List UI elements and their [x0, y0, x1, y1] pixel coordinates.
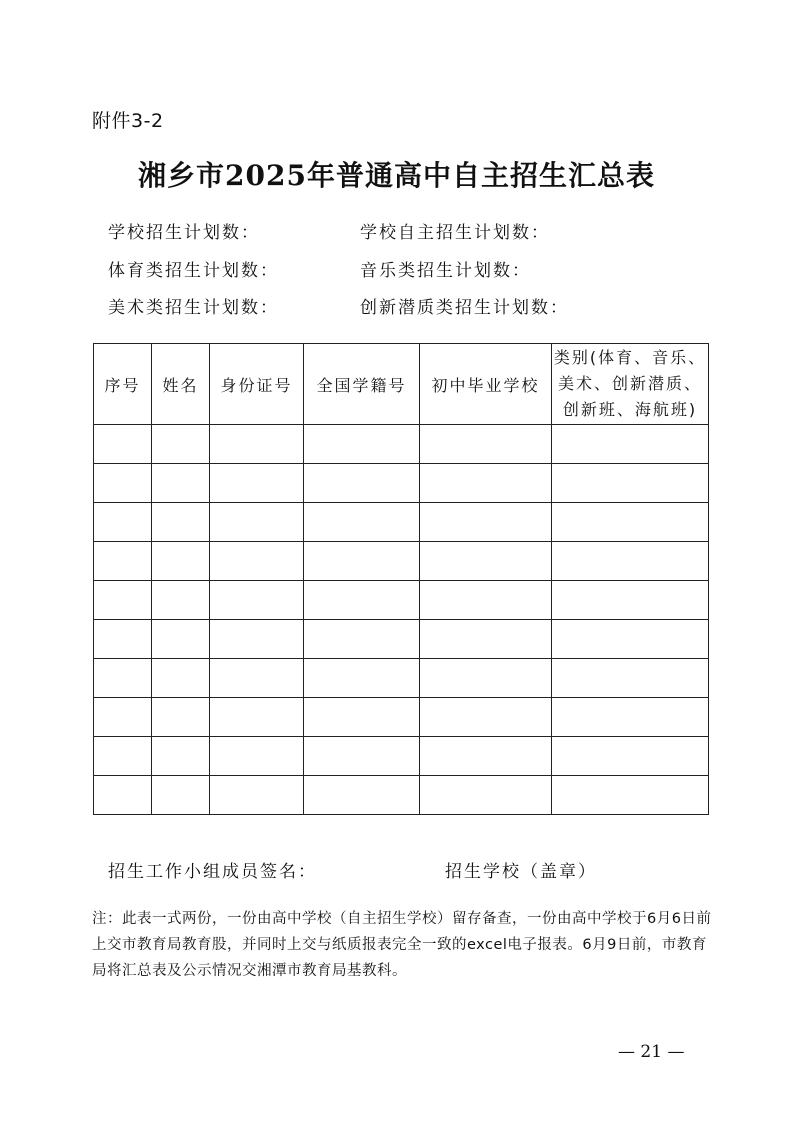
table-header-row: [94, 344, 709, 425]
table-cell[interactable]: [420, 581, 552, 620]
table-body: [94, 425, 709, 815]
table-row: [94, 620, 709, 659]
table-cell[interactable]: [552, 776, 709, 815]
table-cell[interactable]: [94, 542, 152, 581]
table-cell[interactable]: [420, 425, 552, 464]
sports-plan-label: 体育类招生计划数：: [108, 261, 279, 281]
table-cell[interactable]: [210, 737, 304, 776]
table-cell[interactable]: [552, 620, 709, 659]
table-cell[interactable]: [152, 542, 210, 581]
table-cell[interactable]: [152, 659, 210, 698]
table-cell[interactable]: [552, 698, 709, 737]
page-title: 湘乡市2025年普通高中自主招生汇总表: [138, 159, 655, 192]
table-cell[interactable]: [420, 464, 552, 503]
music-plan-label: 音乐类招生计划数：: [360, 261, 531, 281]
table-cell[interactable]: [304, 659, 420, 698]
page-number: — 21 —: [618, 1042, 685, 1062]
table-row: [94, 659, 709, 698]
table-cell[interactable]: [552, 542, 709, 581]
art-plan-label: 美术类招生计划数：: [108, 298, 279, 318]
table-cell[interactable]: [94, 620, 152, 659]
table-cell[interactable]: [304, 698, 420, 737]
table-cell[interactable]: [210, 776, 304, 815]
table-cell[interactable]: [152, 464, 210, 503]
table-row: [94, 581, 709, 620]
table-cell[interactable]: [420, 620, 552, 659]
table-cell[interactable]: [304, 542, 420, 581]
table-row: [94, 698, 709, 737]
table-cell[interactable]: [420, 737, 552, 776]
table-cell[interactable]: [152, 776, 210, 815]
table-cell[interactable]: [210, 659, 304, 698]
table-cell[interactable]: [210, 503, 304, 542]
table-cell[interactable]: [152, 425, 210, 464]
table-cell[interactable]: [420, 659, 552, 698]
table-cell[interactable]: [94, 737, 152, 776]
table-row: [94, 425, 709, 464]
table-row: [94, 542, 709, 581]
table-row: [94, 776, 709, 815]
table-cell[interactable]: [420, 503, 552, 542]
table-cell[interactable]: [152, 737, 210, 776]
table-cell[interactable]: [420, 776, 552, 815]
table-cell[interactable]: [152, 620, 210, 659]
table-cell[interactable]: [152, 503, 210, 542]
table-cell[interactable]: [152, 698, 210, 737]
header-student-id: 全国学籍号: [304, 344, 420, 425]
table-cell[interactable]: [552, 659, 709, 698]
header-category: 类别(体育、音乐、美术、创新潜质、创新班、海航班): [552, 344, 709, 425]
table-row: [94, 503, 709, 542]
table-cell[interactable]: [152, 581, 210, 620]
table-cell[interactable]: [304, 776, 420, 815]
table-cell[interactable]: [552, 503, 709, 542]
table-row: [94, 464, 709, 503]
table-cell[interactable]: [210, 581, 304, 620]
table-cell[interactable]: [210, 620, 304, 659]
header-no: 序号: [94, 344, 152, 425]
table-cell[interactable]: [304, 464, 420, 503]
table-cell[interactable]: [94, 581, 152, 620]
table-row: [94, 737, 709, 776]
table-cell[interactable]: [210, 542, 304, 581]
table-cell[interactable]: [552, 425, 709, 464]
table-cell[interactable]: [210, 425, 304, 464]
innovation-plan-label: 创新潜质类招生计划数：: [360, 298, 569, 318]
summary-table: [93, 343, 709, 815]
table-cell[interactable]: [94, 659, 152, 698]
header-id-card: 身份证号: [210, 344, 304, 425]
table-cell[interactable]: [94, 698, 152, 737]
signature-label: 招生工作小组成员签名：: [108, 862, 317, 882]
table-cell[interactable]: [304, 425, 420, 464]
table-cell[interactable]: [552, 737, 709, 776]
table-cell[interactable]: [94, 776, 152, 815]
school-plan-label: 学校招生计划数：: [108, 223, 260, 243]
header-name: 姓名: [152, 344, 210, 425]
table-cell[interactable]: [210, 698, 304, 737]
table-cell[interactable]: [304, 737, 420, 776]
table-cell[interactable]: [420, 542, 552, 581]
header-middle-school: 初中毕业学校: [420, 344, 552, 425]
table-cell[interactable]: [552, 581, 709, 620]
table-cell[interactable]: [304, 503, 420, 542]
table-cell[interactable]: [94, 464, 152, 503]
independent-plan-label: 学校自主招生计划数：: [360, 223, 550, 243]
seal-label: 招生学校（盖章）: [445, 862, 597, 882]
table-cell[interactable]: [304, 620, 420, 659]
footnote: 注：此表一式两份，一份由高中学校（自主招生学校）留存备查，一份由高中学校于6月6日前上交市教育局教育股，并同时上交与纸质报表完全一致的excel电子报表。6月9日前，市教育局将汇总表及公示情况交湘潭市教育局基教科。: [92, 911, 712, 979]
table-cell[interactable]: [210, 464, 304, 503]
attachment-label: 附件3-2: [92, 110, 164, 132]
table-cell[interactable]: [94, 425, 152, 464]
table-cell[interactable]: [304, 581, 420, 620]
table-cell[interactable]: [552, 464, 709, 503]
table-cell[interactable]: [94, 503, 152, 542]
table-cell[interactable]: [420, 698, 552, 737]
